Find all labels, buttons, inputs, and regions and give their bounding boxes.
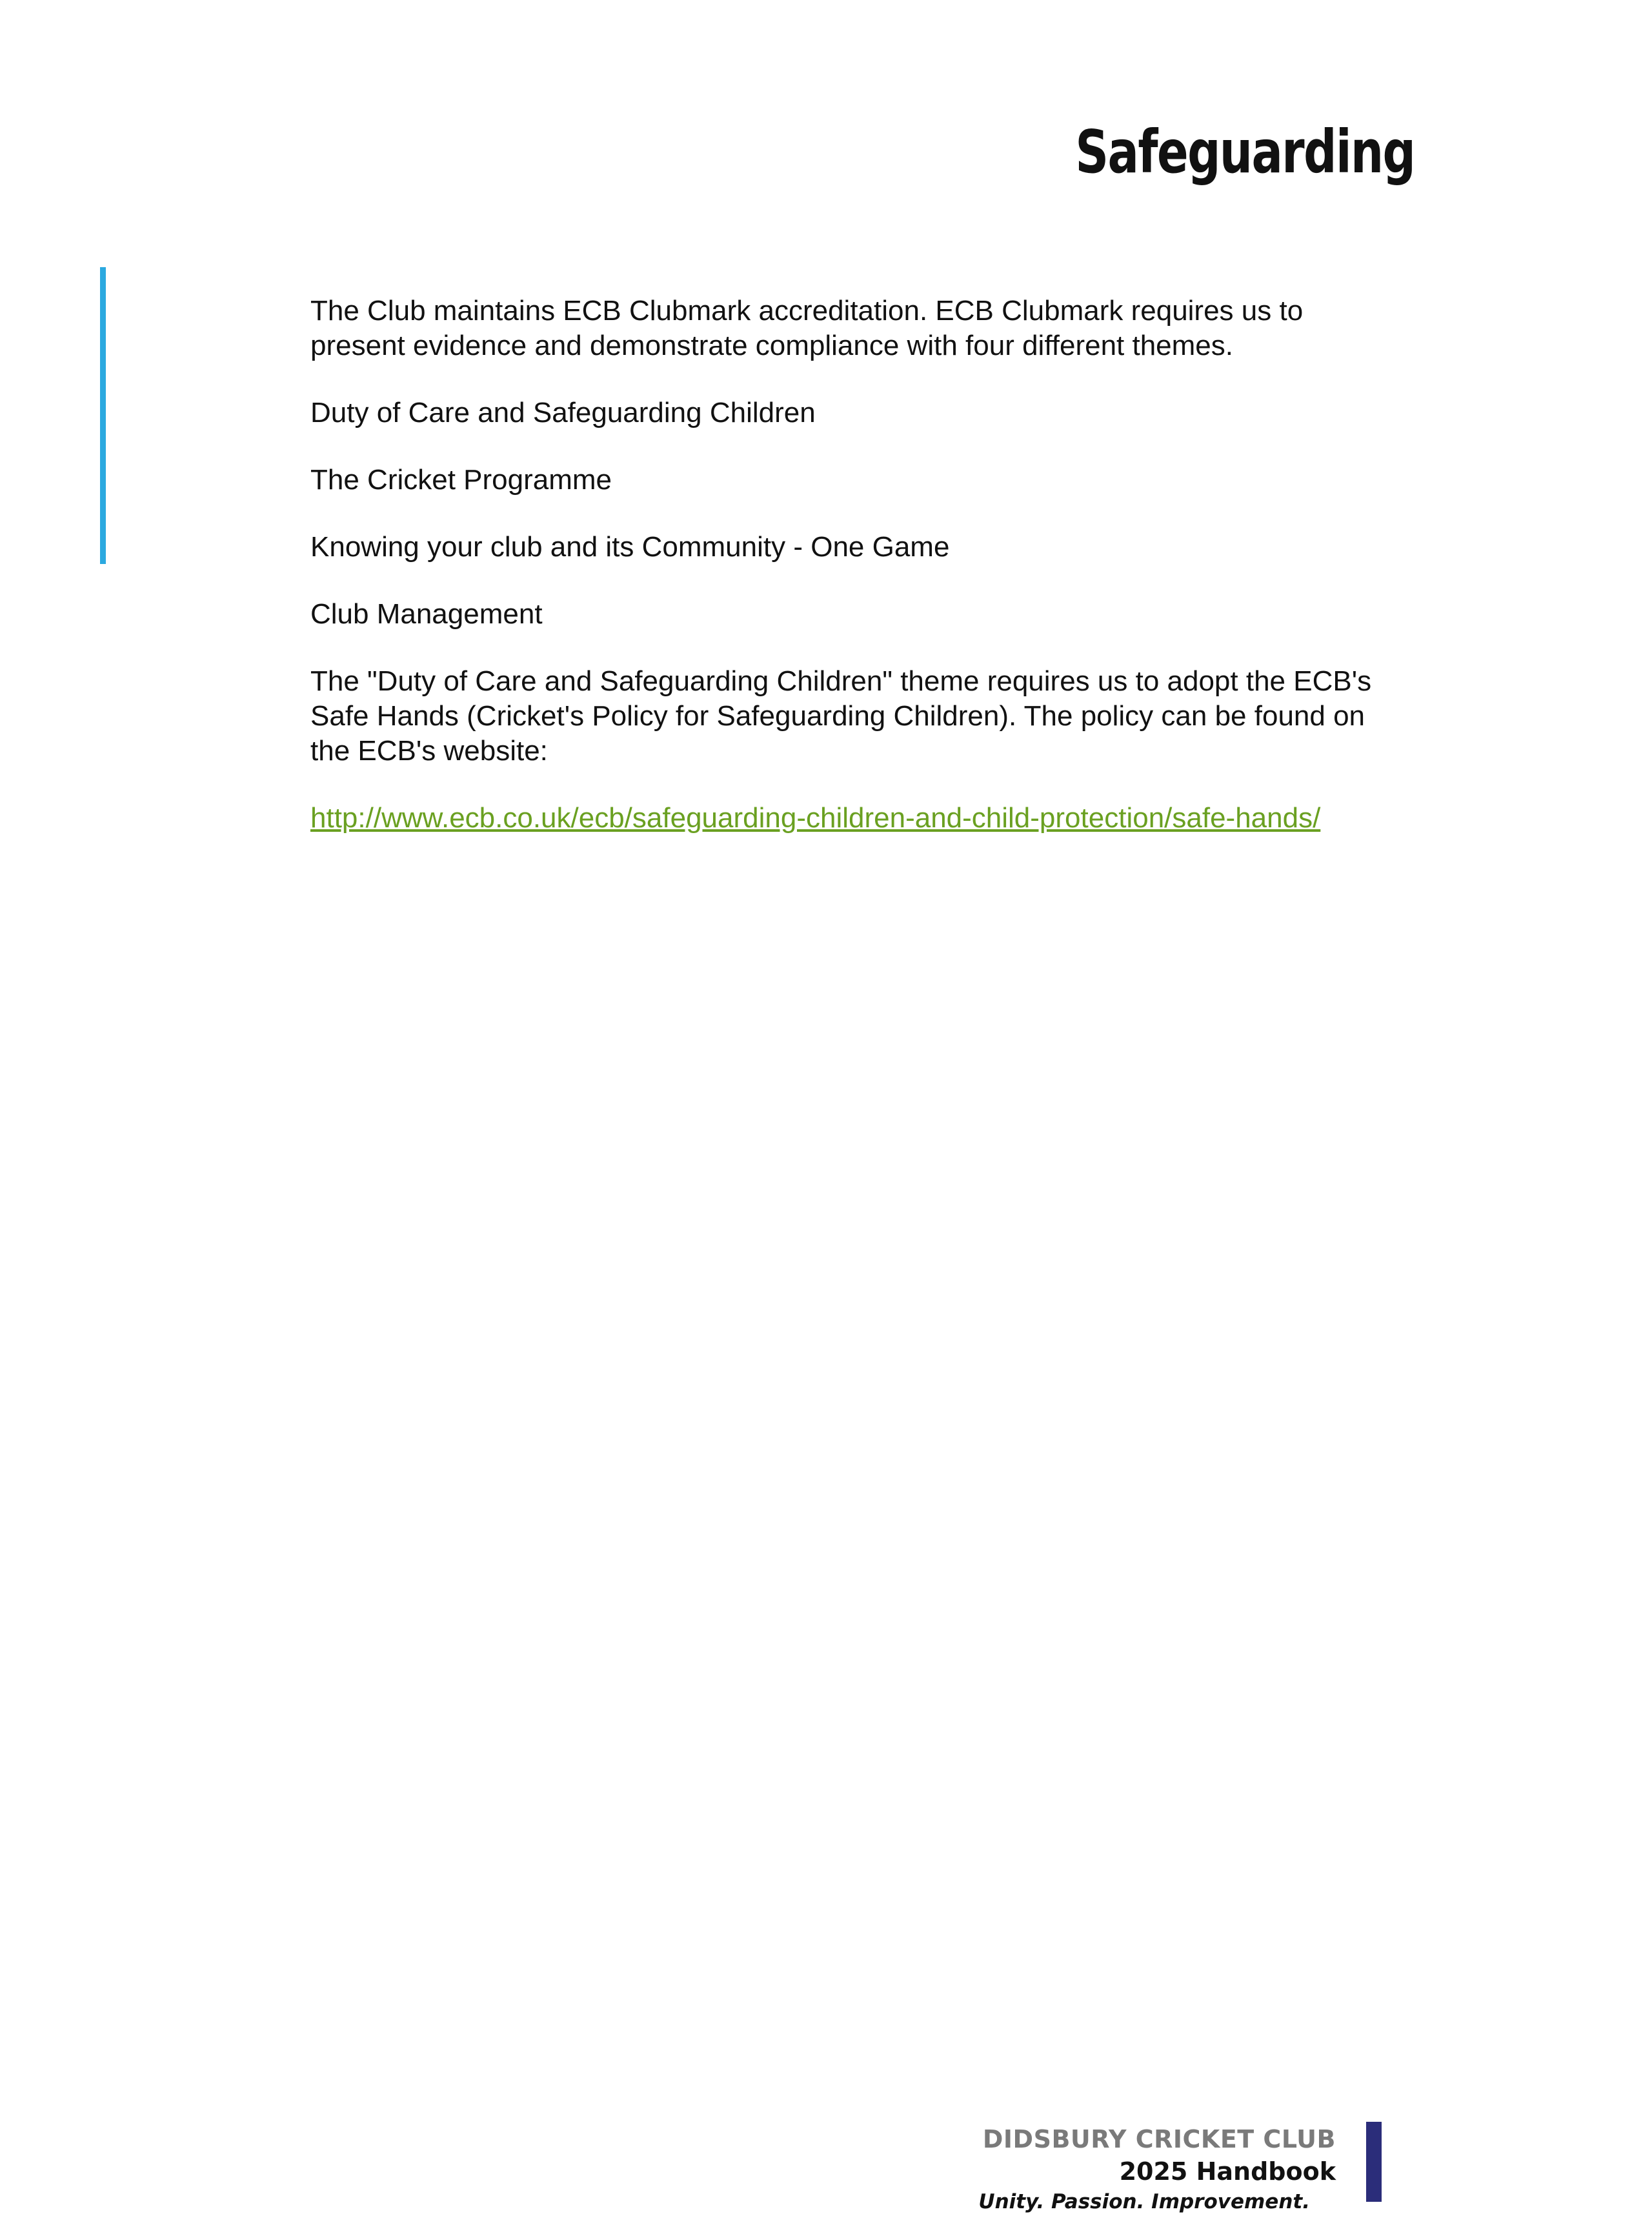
footer-club-name: DIDSBURY CRICKET CLUB (982, 2125, 1336, 2153)
page-title: Safeguarding (1075, 117, 1415, 186)
policy-paragraph: The "Duty of Care and Safeguarding Children" theme requires us to adopt the ECB's Safe Hands (Cricket's Policy for Safeguarding Children). The policy can be found on the ECB's website: (310, 665, 1372, 767)
intro-paragraph: The Club maintains ECB Clubmark accreditation. ECB Clubmark requires us to present evidence and demonstrate compliance with four different themes. (310, 295, 1304, 361)
theme-community: Knowing your club and its Community - One Game (310, 531, 950, 563)
theme-duty-of-care: Duty of Care and Safeguarding Children (310, 397, 816, 428)
ecb-safe-hands-link[interactable]: http://www.ecb.co.uk/ecb/safeguarding-children-and-child-protection/safe-hands/ (310, 802, 1321, 834)
footer-handbook-title: 2025 Handbook (1119, 2157, 1336, 2186)
footer-tagline: Unity. Passion. Improvement. (978, 2190, 1310, 2213)
theme-cricket-programme: The Cricket Programme (310, 464, 612, 496)
footer-accent-bar (1366, 2122, 1382, 2202)
accent-bar (100, 267, 106, 564)
footer-branding (755, 2123, 1336, 2216)
link-paragraph (310, 801, 1395, 836)
document-body (310, 294, 1395, 868)
theme-club-management: Club Management (310, 598, 543, 630)
